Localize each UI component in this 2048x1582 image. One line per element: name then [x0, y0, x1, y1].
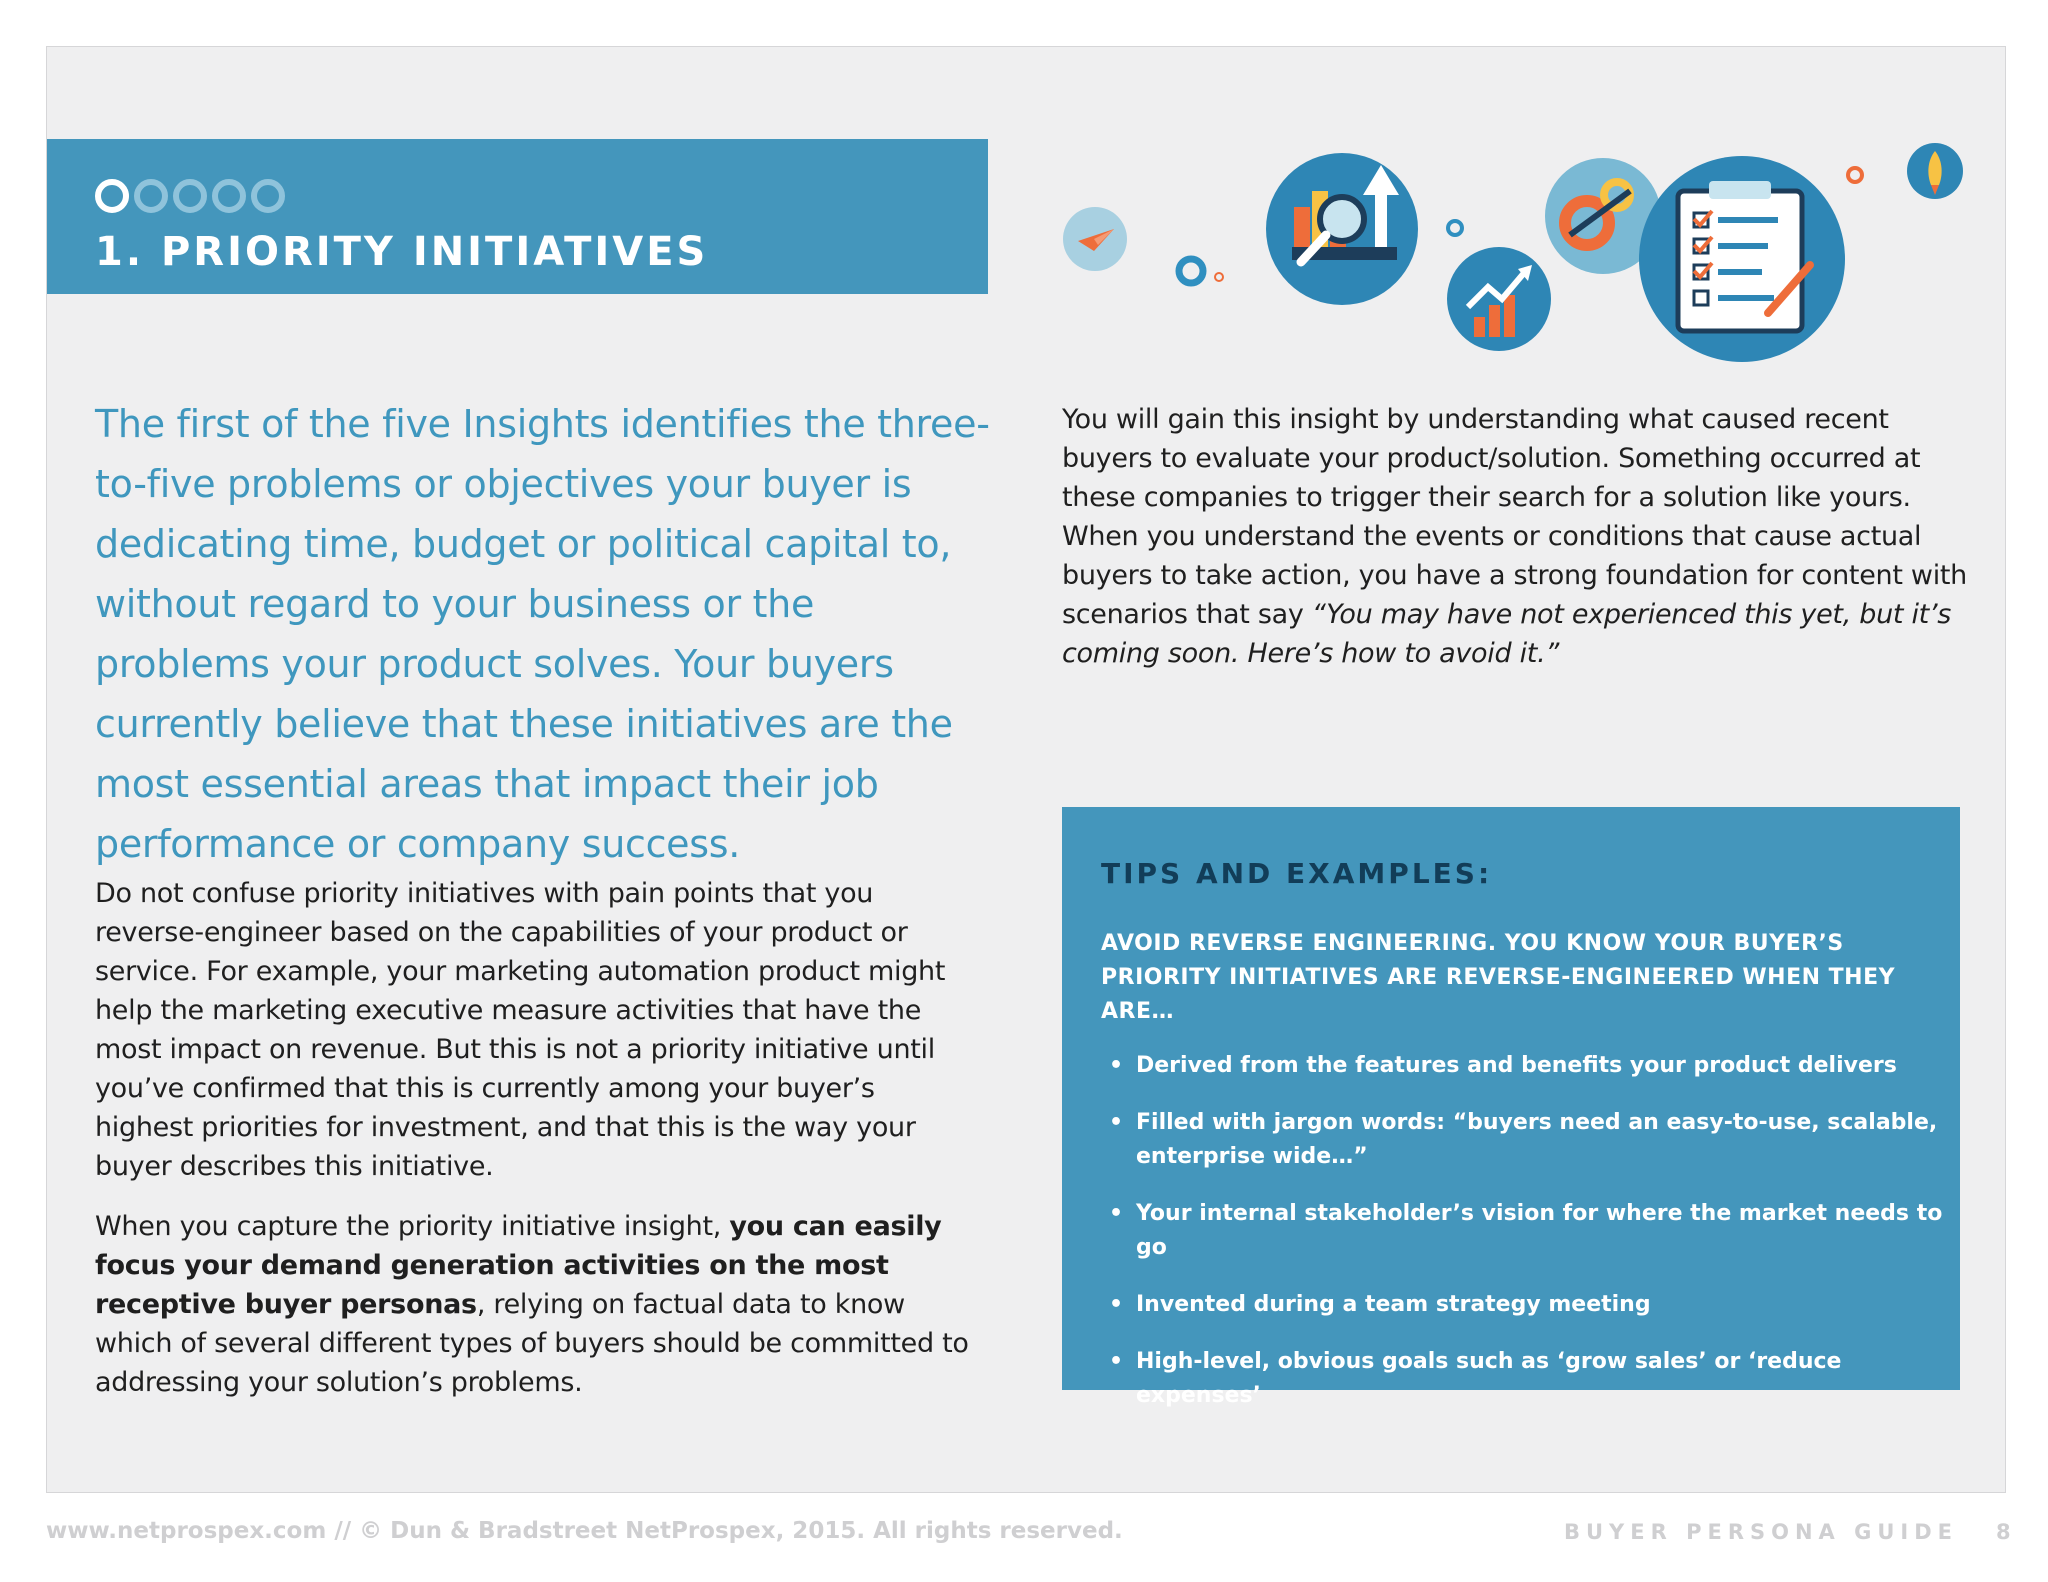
tip-text: Derived from the features and benefits your product delivers: [1136, 1053, 1897, 1078]
paragraph-text: , relying on factual data to know which of several different types of buyers should be committed to addressing your solution’s problems.: [95, 1289, 969, 1398]
tips-box: [1062, 807, 1960, 1408]
section-header: [47, 139, 988, 294]
step-dot-4: [212, 179, 246, 213]
section-title: 1. PRIORITY INITIATIVES: [95, 229, 709, 275]
decorative-ring-icon: [1179, 259, 1203, 283]
tip-text: Filled with jargon words: “buyers need an easy-to-use, scalable, enterprise wide…”: [1136, 1110, 1938, 1169]
footer-guide-title: BUYER PERSONA GUIDE: [1564, 1520, 1958, 1544]
rocket-icon: [1907, 143, 1963, 199]
body-paragraph-1: Do not confuse priority initiatives with pain points that you reverse-engineer based on the capabilities of your product or service. For example, your marketing automation product might help the marketing executive measure activities that have the most impact on revenue. But this is not a priority initiative until you’ve confirmed that this is currently among your buyer’s highest priorities for investment, and that this is the way your buyer describes this initiative.: [95, 878, 946, 1182]
decorative-dot-icon: [1215, 273, 1223, 281]
bullet-icon: •: [1109, 1053, 1124, 1078]
step-dot-3: [173, 179, 207, 213]
emphasis-text: you can easily focus your demand generation activities on the most receptive buyer personas: [95, 1211, 942, 1320]
tips-list: [1101, 1049, 1946, 1436]
bullet-icon: •: [1109, 1292, 1124, 1317]
paragraph-text: When you capture the priority initiative insight,: [95, 1211, 730, 1242]
paragraph-text: You will gain this insight by understanding what caused recent buyers to evaluate your product/solution. Something occurred at these companies to trigger their search for a solution like yours. When you understand the events or conditions that cause actual buyers to take action, you have a strong foundation for content with scenarios that say: [1062, 404, 1967, 630]
decorative-ring-icon: [1848, 168, 1862, 182]
footer-copyright: www.netprospex.com // © Dun & Bradstreet NetProspex, 2015. All rights reserved.: [46, 1518, 1123, 1544]
checklist-clipboard-icon: [1639, 156, 1845, 362]
body-paragraph-right: [1062, 400, 1987, 673]
analytics-magnifier-icon: [1266, 153, 1418, 305]
tips-list-item: [1101, 1106, 1946, 1174]
body-paragraph-2: [95, 1207, 975, 1402]
lead-paragraph: The first of the five Insights identifies the three-to-five problems or objectives your buyer is dedicating time, budget or political capital to, without regard to your business or the problems your product solves. Your buyers currently believe that these initiatives are the most essential areas that impact their job performance or company success.: [95, 402, 990, 866]
page-number: 8: [1996, 1520, 2011, 1544]
right-body: [1062, 400, 1987, 673]
tip-text: Your internal stakeholder’s vision for where the market needs to go: [1136, 1201, 1943, 1260]
growth-chart-icon: [1447, 247, 1551, 351]
paper-plane-icon: [1063, 207, 1127, 271]
left-body: [95, 874, 975, 1402]
tips-list-item: [1101, 1197, 1946, 1265]
bullet-icon: •: [1109, 1201, 1124, 1226]
tip-text: Invented during a team strategy meeting: [1136, 1292, 1651, 1317]
tips-lead: AVOID REVERSE ENGINEERING. YOU KNOW YOUR BUYER’S PRIORITY INITIATIVES ARE REVERSE-ENGINEERED WHEN THEY ARE…: [1101, 931, 1896, 1024]
quote-text: “You may have not experienced this yet, but it’s coming soon. Here’s how to avoid it.”: [1062, 599, 1952, 669]
tip-text: High-level, obvious goals such as ‘grow sales’ or ‘reduce expenses’: [1136, 1349, 1842, 1408]
decorative-ring-icon: [1448, 221, 1462, 235]
step-dot-1: [95, 179, 129, 213]
bullet-icon: •: [1109, 1349, 1124, 1374]
tips-title: TIPS AND EXAMPLES:: [1101, 857, 1493, 890]
step-dot-5: [251, 179, 285, 213]
tips-list-item: [1101, 1288, 1946, 1322]
step-indicator: [95, 179, 285, 213]
bullet-icon: •: [1109, 1110, 1124, 1135]
header-illustration: [1050, 135, 1970, 370]
tips-list-item: [1101, 1345, 1946, 1413]
tips-list-item: [1101, 1049, 1946, 1083]
step-dot-2: [134, 179, 168, 213]
